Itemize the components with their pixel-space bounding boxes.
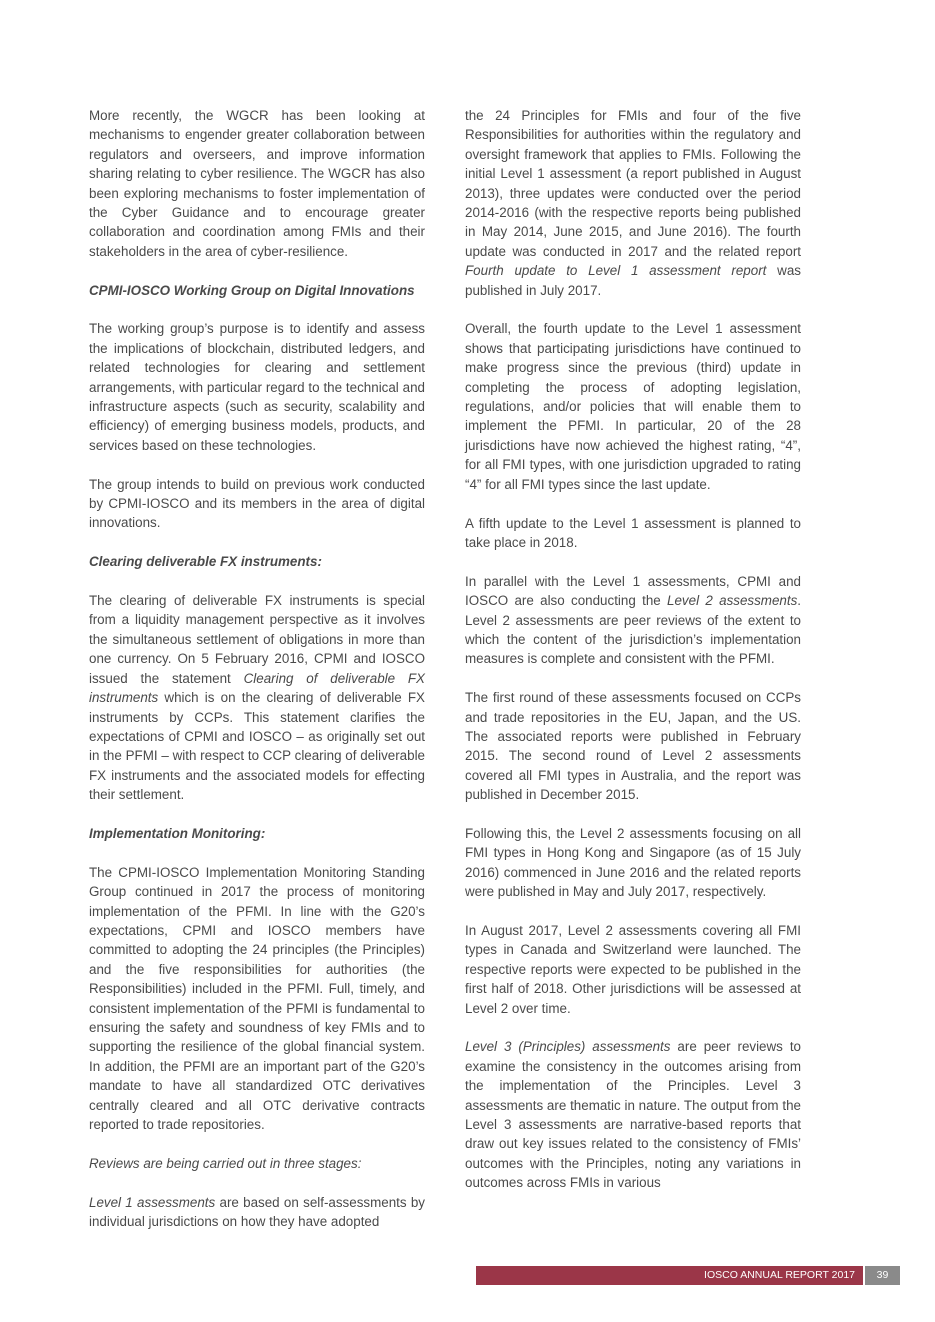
paragraph [89, 591, 425, 804]
paragraph [89, 1193, 425, 1232]
page-footer [476, 1266, 900, 1285]
paragraph: The group intends to build on previous work conducted by CPMI-IOSCO and its members in the area of digital innovations. [89, 476, 425, 531]
paragraph: More recently, the WGCR has been looking at mechanisms to engender greater collaboration between regulators and overseers, and improve information sharing relating to cyber resilience. The WGCR has also been exploring mechanisms to foster implementation of the Cyber Guidance and to encourage greater collaboration and coordination among FMIs and their stakeholders in the area of cyber-resilience. [89, 108, 425, 259]
section-heading: Clearing deliverable FX instruments: [89, 554, 322, 570]
text-run: the 24 Principles for FMIs and four of the five Responsibilities for authorities within the regulatory and oversight framework that applies to FMIs. Following the initial Level 1 assessment (a report published in August 2013), three updates were conducted over the period 2014-2016 (with the respective reports being published in May 2014, June 2015, and June 2016). The fourth update was conducted in 2017 and the related report [465, 108, 801, 259]
text-run: are peer reviews to examine the consistency in the outcomes arising from the implementation of the Principles. Level 3 assessments are thematic in nature. The output from the Level 3 assessments are narrative-based reports that draw out key issues related to the consistency of FMIs’ outcomes with the Principles, noting any variations in outcomes across FMIs in various [465, 1039, 802, 1191]
paragraph [465, 1037, 801, 1192]
paragraph [465, 572, 801, 669]
paragraph: The first round of these assessments focused on CCPs and trade repositories in the EU, Japan, and the US. The associated reports were published in February 2015. The second round of Level 2 assessments covered all FMI types in Australia, and the report was published in December 2015. [465, 690, 801, 803]
italic-note: Reviews are being carried out in three stages: [89, 1155, 362, 1171]
paragraph: Overall, the fourth update to the Level 1 assessment shows that participating jurisdictions have continued to make progress since the previous (third) update in completing the process of adopting legislation, regulations, and/or policies that will enable them to implement the PFMI. In particular, 20 of the 28 jurisdictions have now achieved the highest rating, “4”, for all FMI types, with one jurisdiction upgraded to rating “4” for all FMI types since the last update. [465, 321, 801, 492]
paragraph: A fifth update to the Level 1 assessment is planned to take place in 2018. [465, 515, 801, 550]
text-run: The clearing of deliverable FX instruments is special from a liquidity management perspective as it involves the simultaneous settlement of obligations in more than one currency. On 5 February 2016, CPMI and IOSCO issued the statement [89, 593, 425, 686]
right-column [465, 106, 801, 1212]
paragraph: Following this, the Level 2 assessments focusing on all FMI types in Hong Kong and Singapore (as of 15 July 2016) commenced in June 2016 and the related reports were published in May and July 2017, respectively. [465, 825, 801, 900]
text-run: In parallel with the Level 1 assessments, CPMI and IOSCO are also conducting the [465, 573, 801, 609]
document-title-ref: Fourth update to Level 1 assessment report [465, 263, 767, 279]
paragraph [465, 106, 801, 300]
footer-report-title: IOSCO ANNUAL REPORT 2017 [476, 1266, 863, 1285]
document-title-ref: Clearing of deliverable FX instruments [89, 670, 425, 706]
paragraph: In August 2017, Level 2 assessments covering all FMI types in Canada and Switzerland were launched. The respective reports were expected to be published in the first half of 2018. Other jurisdictions will be assessed at Level 2 over time. [465, 922, 801, 1016]
term-emphasis: Level 3 (Principles) assessments [465, 1039, 671, 1055]
text-run: . Level 2 assessments are peer reviews of the extent to which the content of the jurisdiction’s implementation measures is complete and consistent with the PFMI. [465, 593, 801, 667]
text-run: was published in July 2017. [465, 263, 801, 298]
term-emphasis: Level 1 assessments [89, 1194, 216, 1210]
term-emphasis: Level 2 assessments [667, 593, 798, 609]
section-heading: Implementation Monitoring: [89, 825, 266, 841]
text-run: which is on the clearing of deliverable FX instruments by CCPs. This statement clarifies the expectations of CPMI and IOSCO – as originally set out in the PFMI – with respect to CCP clearing of deliverable FX instruments and the associated models for effecting their settlement. [89, 690, 425, 803]
section-heading: CPMI-IOSCO Working Group on Digital Innovations [89, 282, 415, 298]
left-column [89, 106, 425, 1251]
paragraph: The working group’s purpose is to identify and assess the implications of blockchain, distributed ledgers, and related technologies for clearing and settlement arrangements, with particular regard to the technical and infrastructure aspects (such as security, scalability and efficiency) of emerging business models, products, and services based on these technologies. [89, 321, 425, 453]
page-number: 39 [865, 1266, 900, 1285]
paragraph: The CPMI-IOSCO Implementation Monitoring Standing Group continued in 2017 the process of monitoring implementation of the PFMI. In line with the G20’s expectations, CPMI and IOSCO members have committed to adopting the 24 principles (the Principles) and the five responsibilities for authorities (the Responsibilities) included in the PFMI. Full, timely, and consistent implementation of the PFMI is fundamental to ensuring the safety and soundness of key FMIs and to supporting the resilience of the global financial system. In addition, the PFMI are an important part of the G20’s mandate to have all standardized OTC derivatives centrally cleared and all OTC derivative contracts reported to trade repositories. [89, 864, 425, 1133]
text-run: are based on self-assessments by individual jurisdictions on how they have adopted [89, 1194, 425, 1230]
